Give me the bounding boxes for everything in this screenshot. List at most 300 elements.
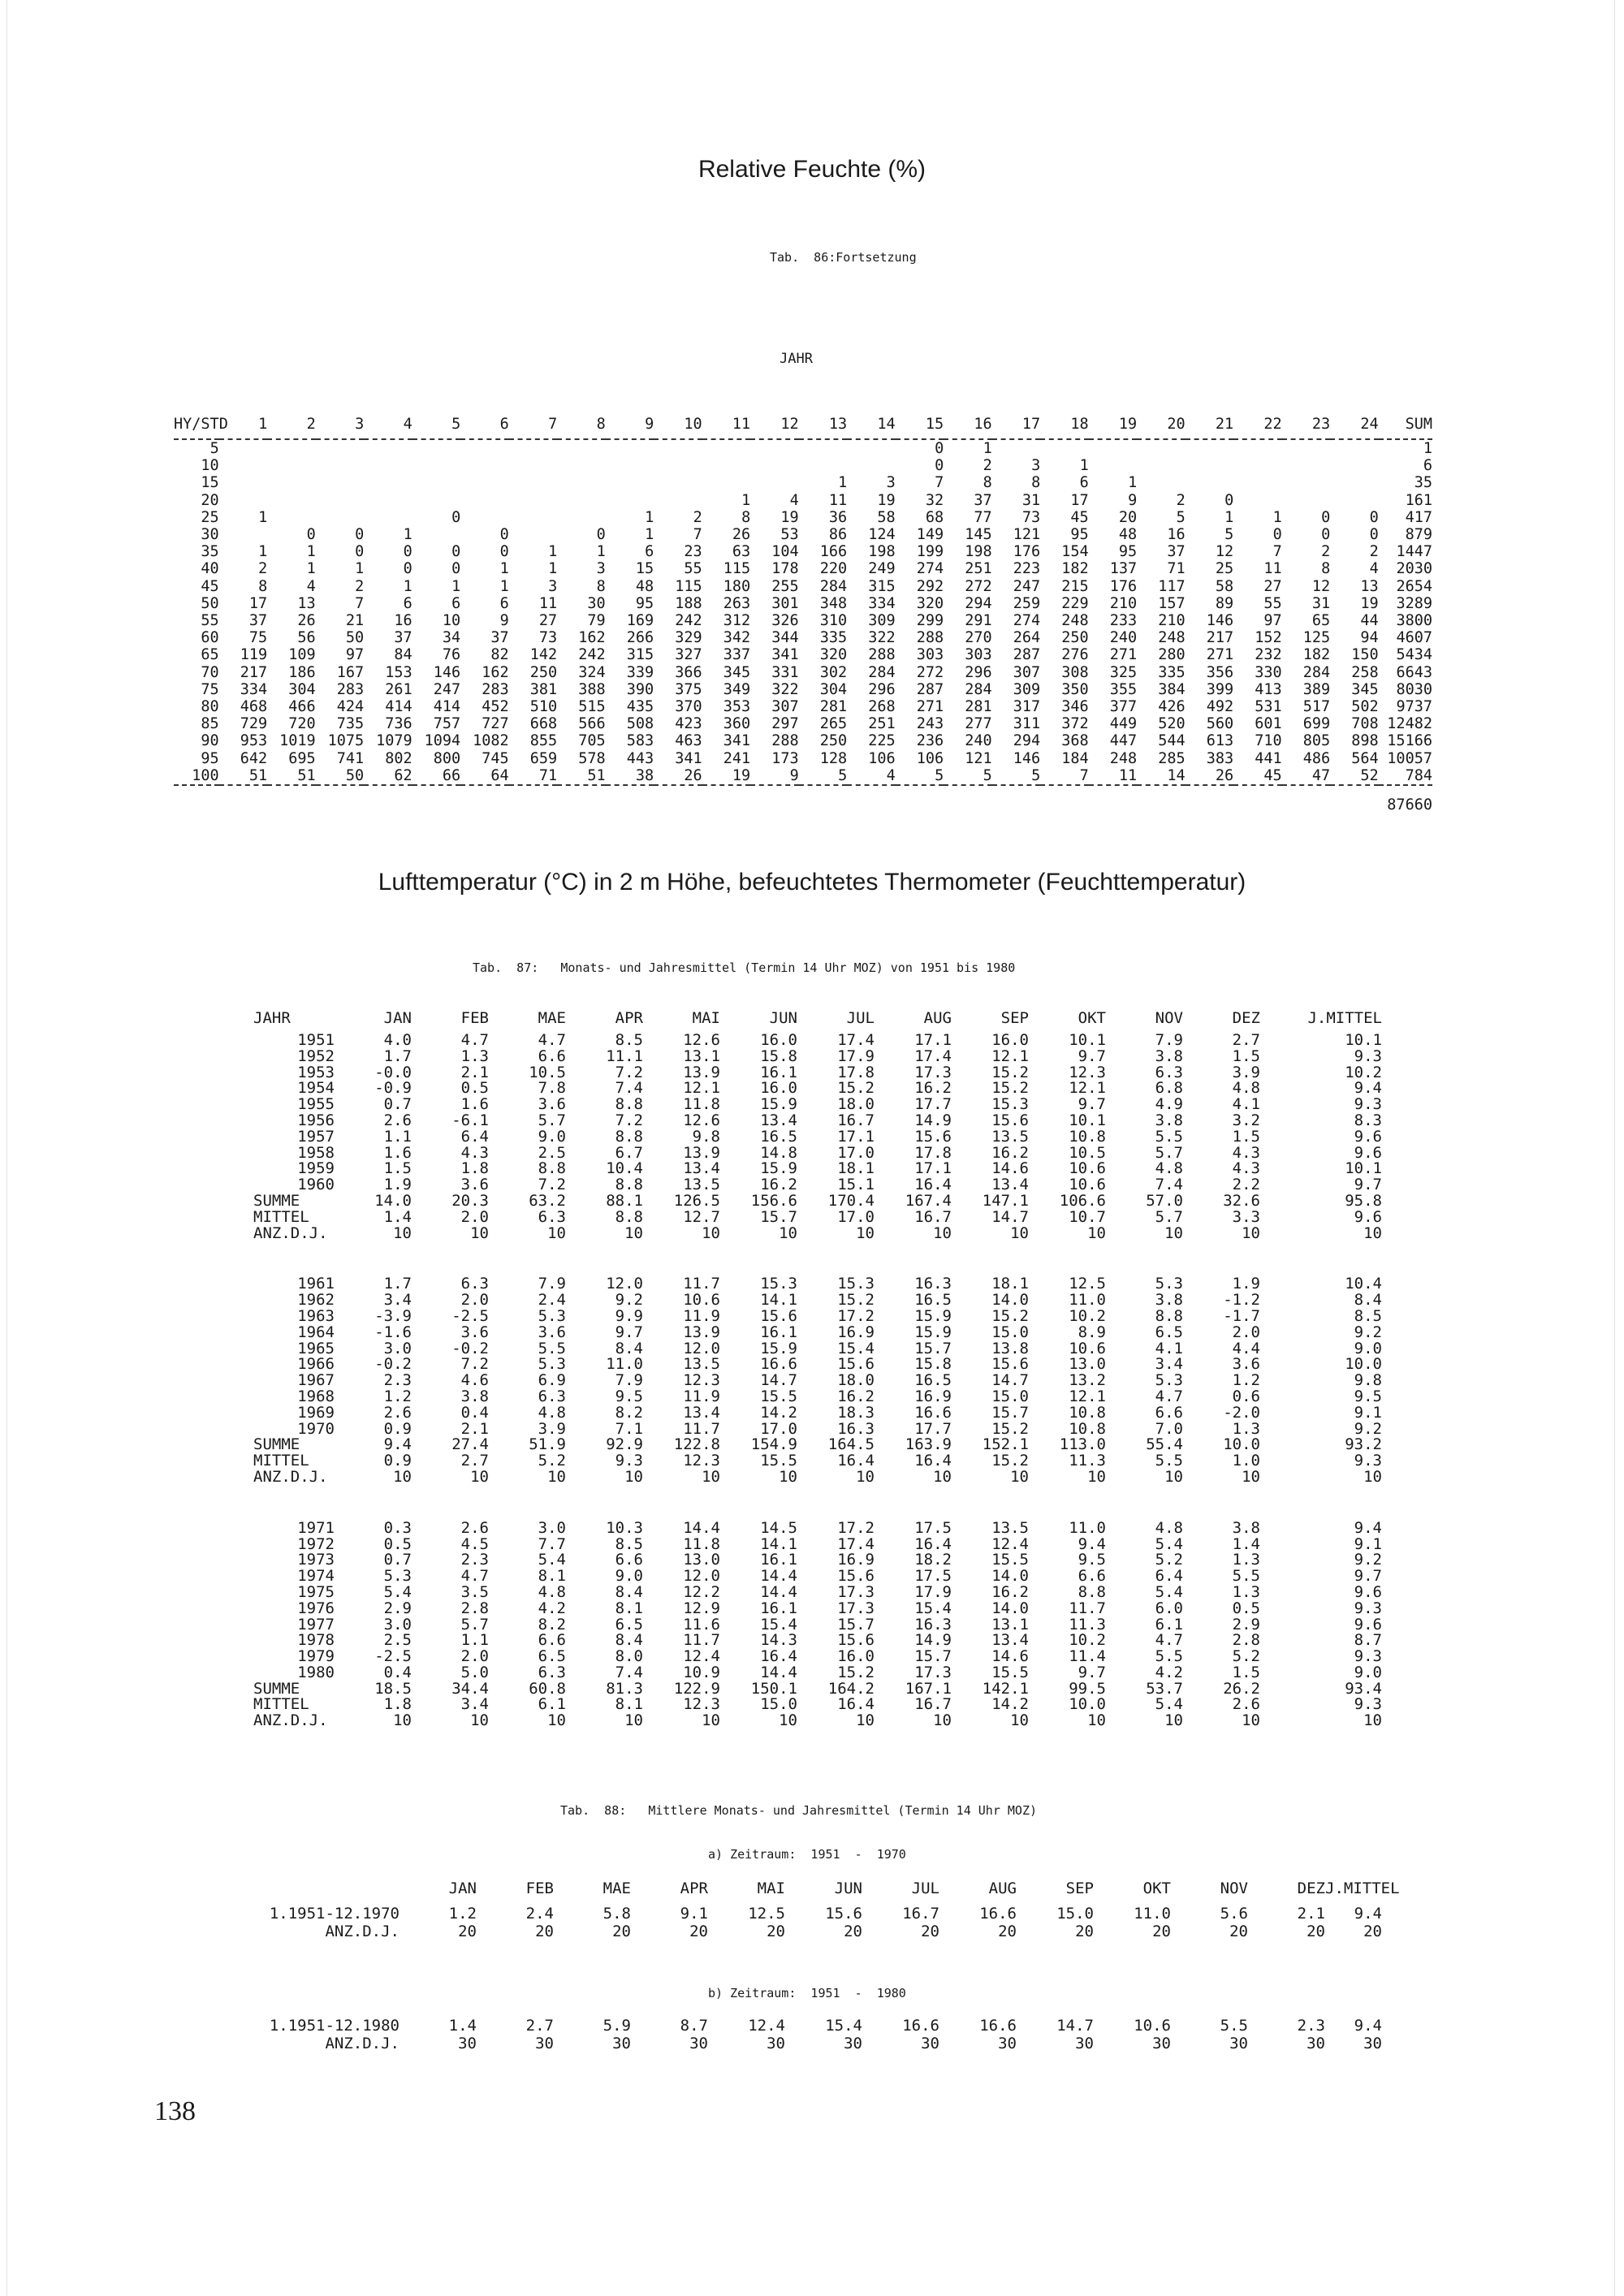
humidity-count-cell: 2 bbox=[258, 560, 268, 578]
anz-value: 10 bbox=[547, 1467, 566, 1486]
period-value: 20 bbox=[1307, 1923, 1325, 1940]
temperature-value: 5.3 bbox=[538, 1306, 566, 1325]
humidity-count-cell: 36 bbox=[828, 508, 848, 526]
humidity-row bbox=[174, 578, 1432, 595]
humidity-row bbox=[174, 474, 1432, 491]
temperature-value: 13.4 bbox=[683, 1403, 720, 1422]
humidity-row bbox=[174, 526, 1432, 543]
humidity-row bbox=[174, 492, 1432, 509]
period-col-header: FEB bbox=[525, 1880, 554, 1897]
anz-label: ANZ.D.J. bbox=[253, 1711, 328, 1730]
humidity-count-cell: 6 bbox=[1079, 474, 1089, 492]
temperature-value: 4.3 bbox=[1232, 1159, 1260, 1178]
temperature-value: 4.4 bbox=[1232, 1339, 1260, 1357]
humidity-count-cell: 1 bbox=[741, 491, 751, 509]
temperature-value: 10.6 bbox=[683, 1291, 720, 1310]
humidity-col-header: 22 bbox=[1263, 416, 1282, 433]
humidity-count-cell: 1082 bbox=[473, 732, 509, 750]
humidity-count-cell bbox=[1137, 457, 1186, 474]
humidity-row bbox=[174, 715, 1432, 732]
temperature-value: -0.2 bbox=[451, 1339, 489, 1357]
temperature-value: 16.3 bbox=[914, 1615, 952, 1634]
humidity-count-cell: 79 bbox=[587, 612, 606, 630]
humidity-count-cell: 263 bbox=[723, 594, 751, 612]
temperature-value: 7.2 bbox=[538, 1176, 566, 1194]
temperature-col-header: APR bbox=[615, 1009, 643, 1027]
temperature-mittel-row bbox=[253, 1453, 1382, 1470]
humidity-count-cell: 3 bbox=[596, 560, 606, 578]
humidity-count-cell: 274 bbox=[916, 560, 944, 578]
period-value: 1.2 bbox=[448, 1905, 477, 1923]
temperature-value: 11.7 bbox=[1069, 1599, 1106, 1617]
humidity-count-cell: 449 bbox=[1109, 715, 1138, 733]
humidity-count-cell: 109 bbox=[288, 646, 316, 664]
temperature-value: 12.1 bbox=[683, 1079, 720, 1098]
temperature-value: 14.0 bbox=[991, 1567, 1029, 1586]
humidity-count-cell: 2 bbox=[355, 577, 365, 595]
summe-value: 164.2 bbox=[827, 1679, 875, 1698]
humidity-count-cell: 426 bbox=[1158, 698, 1186, 716]
temperature-value: 17.7 bbox=[914, 1419, 952, 1438]
humidity-count-cell: 1 bbox=[1423, 440, 1432, 457]
temperature-value: 1.7 bbox=[383, 1047, 412, 1065]
temperature-value: 13.5 bbox=[991, 1518, 1029, 1537]
humidity-count-cell: 277 bbox=[965, 715, 992, 733]
humidity-count-cell: 73 bbox=[1021, 508, 1041, 526]
summe-value: 60.8 bbox=[529, 1679, 566, 1698]
humidity-count-cell: 21 bbox=[345, 612, 365, 630]
humidity-count-cell: 128 bbox=[819, 749, 848, 767]
temperature-value: 3.2 bbox=[1232, 1111, 1260, 1129]
period-value: 20 bbox=[1075, 1923, 1094, 1940]
temperature-value: 3.4 bbox=[1155, 1355, 1183, 1374]
humidity-count-cell: 119 bbox=[240, 646, 268, 664]
humidity-count-cell: 1075 bbox=[327, 732, 365, 750]
temperature-value: 15.7 bbox=[914, 1647, 952, 1666]
temperature-value: 15.0 bbox=[991, 1323, 1029, 1341]
temperature-value: 18.0 bbox=[837, 1371, 875, 1390]
summe-value: 106.6 bbox=[1059, 1191, 1106, 1210]
humidity-count-cell: 106 bbox=[868, 749, 896, 767]
temperature-value: 15.9 bbox=[760, 1339, 797, 1357]
year-label: 1957 bbox=[297, 1127, 335, 1146]
humidity-count-cell bbox=[1330, 457, 1379, 474]
humidity-count-cell: 233 bbox=[1109, 612, 1138, 630]
temperature-value: 9.3 bbox=[1354, 1599, 1382, 1617]
temperature-mittel-row bbox=[253, 1210, 1382, 1226]
temperature-value: 2.1 bbox=[460, 1063, 489, 1081]
humidity-count-cell: 281 bbox=[965, 698, 992, 716]
summe-value: 57.0 bbox=[1146, 1191, 1183, 1210]
period-value: 20 bbox=[921, 1923, 939, 1940]
temperature-value: 15.2 bbox=[837, 1663, 875, 1681]
year-label: 1974 bbox=[297, 1567, 335, 1586]
temperature-value: 12.1 bbox=[1069, 1079, 1106, 1098]
humidity-count-cell: 31 bbox=[1021, 491, 1041, 509]
temperature-value: 6.3 bbox=[538, 1663, 566, 1681]
temperature-value: 3.6 bbox=[538, 1095, 566, 1114]
temperature-value: 4.3 bbox=[1232, 1143, 1260, 1162]
humidity-count-cell bbox=[1282, 492, 1331, 509]
temperature-value: 15.6 bbox=[837, 1567, 875, 1586]
humidity-row bbox=[174, 767, 1432, 785]
humidity-count-cell bbox=[267, 457, 316, 474]
temperature-value: 10.1 bbox=[1345, 1031, 1382, 1049]
humidity-count-cell: 310 bbox=[819, 612, 848, 630]
humidity-count-cell bbox=[1186, 439, 1234, 457]
temperature-value: 5.5 bbox=[538, 1339, 566, 1357]
humidity-count-cell: 47 bbox=[1311, 766, 1331, 784]
summe-value: 92.9 bbox=[606, 1435, 643, 1454]
humidity-class-label: 45 bbox=[201, 577, 219, 595]
temperature-value: 7.7 bbox=[538, 1534, 566, 1553]
temperature-year-row bbox=[253, 1585, 1382, 1601]
temperature-value: 6.6 bbox=[538, 1047, 566, 1065]
anz-value: 10 bbox=[702, 1711, 720, 1730]
temperature-value: 15.6 bbox=[991, 1111, 1029, 1129]
anz-value: 10 bbox=[1010, 1224, 1029, 1242]
period-col-header: JAN bbox=[448, 1880, 477, 1897]
humidity-count-cell: 0 bbox=[935, 440, 944, 457]
humidity-count-cell: 280 bbox=[1158, 646, 1186, 664]
humidity-count-cell: 301 bbox=[771, 594, 799, 612]
humidity-count-cell bbox=[509, 492, 558, 509]
humidity-count-cell bbox=[412, 457, 461, 474]
humidity-count-cell: 274 bbox=[1013, 612, 1041, 630]
humidity-count-cell: 86 bbox=[828, 526, 848, 544]
temperature-value: 1.5 bbox=[1232, 1663, 1260, 1681]
period-value: 12.5 bbox=[748, 1905, 785, 1923]
humidity-count-cell: 337 bbox=[723, 646, 751, 664]
temperature-value: 8.4 bbox=[1354, 1291, 1382, 1310]
period-value: 30 bbox=[998, 2035, 1017, 2052]
mittel-value: 17.0 bbox=[837, 1207, 875, 1226]
humidity-table-header bbox=[174, 411, 1432, 439]
humidity-count-cell: 157 bbox=[1158, 594, 1186, 612]
humidity-count-cell: 294 bbox=[965, 594, 992, 612]
humidity-count-cell bbox=[1137, 439, 1186, 457]
humidity-count-cell bbox=[316, 439, 365, 457]
temperature-year-row bbox=[253, 1276, 1382, 1293]
humidity-count-cell: 0 bbox=[1224, 491, 1234, 509]
period-a-header bbox=[237, 1872, 1382, 1905]
temperature-year-row bbox=[253, 1601, 1382, 1617]
temperature-value: 18.3 bbox=[837, 1403, 875, 1422]
temperature-value: 12.0 bbox=[683, 1339, 720, 1357]
summe-value: 81.3 bbox=[606, 1679, 643, 1698]
humidity-count-cell: 125 bbox=[1302, 629, 1331, 647]
temperature-value: 10.6 bbox=[1069, 1159, 1106, 1178]
humidity-count-cell: 249 bbox=[868, 560, 896, 578]
year-label: 1979 bbox=[297, 1647, 335, 1666]
humidity-count-cell: 58 bbox=[877, 508, 896, 526]
mittel-value: 5.7 bbox=[1155, 1207, 1183, 1226]
humidity-count-cell: 146 bbox=[1206, 612, 1234, 630]
temperature-value: 3.6 bbox=[460, 1176, 489, 1194]
temperature-value: 7.8 bbox=[538, 1079, 566, 1098]
temperature-value: 5.4 bbox=[383, 1582, 412, 1601]
temperature-value: 15.7 bbox=[991, 1403, 1029, 1422]
temperature-value: 15.3 bbox=[837, 1275, 875, 1293]
summe-label: SUMME bbox=[253, 1435, 300, 1454]
temperature-value: 3.8 bbox=[1155, 1291, 1183, 1310]
humidity-count-cell: 276 bbox=[1061, 646, 1089, 664]
anz-value: 10 bbox=[1010, 1711, 1029, 1730]
temperature-year-row bbox=[253, 1113, 1382, 1129]
temperature-value: 5.0 bbox=[460, 1663, 489, 1681]
humidity-count-cell: 953 bbox=[240, 732, 268, 750]
temperature-value: 6.1 bbox=[1155, 1615, 1183, 1634]
temperature-value: 16.1 bbox=[760, 1063, 797, 1081]
humidity-count-cell: 492 bbox=[1206, 698, 1234, 716]
temperature-value: -1.7 bbox=[1223, 1306, 1260, 1325]
anz-value: 10 bbox=[1164, 1467, 1183, 1486]
temperature-value: 6.8 bbox=[1155, 1079, 1183, 1098]
temperature-value: 11.7 bbox=[683, 1419, 720, 1438]
humidity-count-cell bbox=[364, 457, 412, 474]
year-label: 1977 bbox=[297, 1615, 335, 1634]
humidity-count-cell: 326 bbox=[771, 612, 799, 630]
temperature-value: 8.4 bbox=[615, 1631, 643, 1650]
humidity-count-cell: 3 bbox=[886, 474, 896, 492]
humidity-col-header: 20 bbox=[1167, 416, 1186, 433]
temperature-year-row bbox=[253, 1065, 1382, 1081]
temperature-value: 7.4 bbox=[1155, 1176, 1183, 1194]
humidity-count-cell: 71 bbox=[1167, 560, 1186, 578]
humidity-count-cell: 435 bbox=[626, 698, 654, 716]
temperature-value: 9.3 bbox=[1354, 1095, 1382, 1114]
humidity-count-cell: 307 bbox=[1013, 663, 1041, 681]
humidity-count-cell: 4 bbox=[306, 577, 316, 595]
humidity-count-cell: 25 bbox=[1215, 560, 1234, 578]
year-label: 1965 bbox=[297, 1339, 335, 1357]
temperature-year-row bbox=[253, 1129, 1382, 1146]
temperature-value: 6.6 bbox=[615, 1551, 643, 1569]
period-value: 30 bbox=[535, 2035, 554, 2052]
humidity-count-cell: 383 bbox=[1206, 749, 1234, 767]
temperature-value: 10.2 bbox=[1069, 1306, 1106, 1325]
humidity-count-cell: 299 bbox=[916, 612, 944, 630]
period-value: 30 bbox=[921, 2035, 939, 2052]
temperature-value: 8.5 bbox=[615, 1031, 643, 1049]
humidity-count-cell bbox=[1330, 439, 1379, 457]
period-col-header: MAE bbox=[603, 1880, 631, 1897]
table87-caption: Tab. 87: Monats- und Jahresmittel (Termin 14 Uhr MOZ) von 1951 bis 1980 bbox=[473, 960, 1016, 975]
humidity-count-cell: 210 bbox=[1158, 612, 1186, 630]
humidity-class-label: 10 bbox=[201, 457, 219, 475]
humidity-count-cell bbox=[460, 509, 509, 526]
mittel-value: 6.1 bbox=[538, 1695, 566, 1714]
period-value: 16.7 bbox=[902, 1905, 939, 1923]
humidity-count-cell: 287 bbox=[916, 680, 944, 698]
humidity-count-cell bbox=[219, 474, 268, 491]
temperature-value: 9.2 bbox=[1354, 1551, 1382, 1569]
temperature-year-row bbox=[253, 1405, 1382, 1422]
temperature-value: 8.1 bbox=[615, 1599, 643, 1617]
humidity-count-cell: 2 bbox=[1369, 543, 1379, 561]
temperature-year-row bbox=[253, 1537, 1382, 1553]
humidity-count-cell: 66 bbox=[442, 766, 461, 784]
anz-value: 10 bbox=[933, 1224, 952, 1242]
anz-value: 10 bbox=[1242, 1711, 1260, 1730]
summe-value: 18.5 bbox=[374, 1679, 412, 1698]
summe-label: SUMME bbox=[253, 1191, 300, 1210]
period-value: 16.6 bbox=[979, 2017, 1017, 2035]
humidity-col-header: 11 bbox=[732, 416, 751, 433]
humidity-count-cell: 327 bbox=[675, 646, 702, 664]
temperature-value: 8.8 bbox=[615, 1127, 643, 1146]
temperature-value: 9.8 bbox=[692, 1127, 720, 1146]
humidity-count-cell: 348 bbox=[819, 594, 848, 612]
period-value: 20 bbox=[998, 1923, 1017, 1940]
humidity-count-cell: 37 bbox=[248, 612, 268, 630]
temperature-value: 16.6 bbox=[914, 1403, 952, 1422]
humidity-count-cell: 341 bbox=[675, 749, 702, 767]
humidity-count-cell: 51 bbox=[297, 766, 316, 784]
humidity-count-cell: 8 bbox=[983, 474, 992, 492]
humidity-count-cell: 220 bbox=[819, 560, 848, 578]
humidity-count-cell: 344 bbox=[771, 629, 799, 647]
humidity-count-cell bbox=[847, 457, 896, 474]
period-b-table bbox=[237, 2017, 1382, 2052]
humidity-count-cell: 75 bbox=[248, 629, 268, 647]
period-value: 5.8 bbox=[603, 1905, 631, 1923]
anz-value: 10 bbox=[1010, 1467, 1029, 1486]
humidity-count-cell: 26 bbox=[684, 766, 702, 784]
temperature-value: -2.5 bbox=[451, 1306, 489, 1325]
temperature-summe-row bbox=[253, 1681, 1382, 1698]
humidity-count-cell: 1 bbox=[838, 474, 848, 492]
humidity-count-cell: 63 bbox=[732, 543, 751, 561]
humidity-count-cell: 13 bbox=[297, 594, 316, 612]
humidity-count-cell: 320 bbox=[916, 594, 944, 612]
temperature-value: 13.4 bbox=[991, 1631, 1029, 1650]
mittel-value: 16.4 bbox=[837, 1452, 875, 1470]
temperature-value: 11.9 bbox=[683, 1306, 720, 1325]
temperature-value: 7.0 bbox=[1155, 1419, 1183, 1438]
temperature-value: 4.7 bbox=[1155, 1387, 1183, 1405]
temperature-value: 10.8 bbox=[1069, 1403, 1106, 1422]
period-value: 15.6 bbox=[825, 1905, 862, 1923]
humidity-row bbox=[174, 509, 1432, 526]
summe-value: 167.4 bbox=[905, 1191, 952, 1210]
temperature-col-header: OKT bbox=[1078, 1009, 1106, 1027]
humidity-col-header: 12 bbox=[780, 416, 799, 433]
humidity-count-cell: 388 bbox=[578, 680, 606, 698]
humidity-count-cell bbox=[1282, 457, 1331, 474]
temperature-value: 5.7 bbox=[460, 1615, 489, 1634]
period-value: 20 bbox=[1152, 1923, 1171, 1940]
temperature-anz-row bbox=[253, 1470, 1382, 1486]
humidity-count-cell: 2 bbox=[1321, 543, 1331, 561]
period-value: 20 bbox=[1229, 1923, 1248, 1940]
summe-value: 113.0 bbox=[1059, 1435, 1106, 1454]
anz-value: 10 bbox=[779, 1711, 797, 1730]
summe-value: 32.6 bbox=[1223, 1191, 1260, 1210]
temperature-value: 15.1 bbox=[837, 1176, 875, 1194]
humidity-count-cell: 659 bbox=[529, 749, 558, 767]
temperature-value: 15.6 bbox=[760, 1306, 797, 1325]
humidity-col-header: 7 bbox=[548, 416, 558, 433]
temperature-value: 17.9 bbox=[914, 1582, 952, 1601]
humidity-count-cell: 73 bbox=[538, 629, 558, 647]
humidity-count-cell: 735 bbox=[336, 715, 365, 733]
anz-value: 10 bbox=[1242, 1224, 1260, 1242]
humidity-count-cell: 727 bbox=[482, 715, 509, 733]
humidity-count-cell: 115 bbox=[723, 560, 751, 578]
period-value: 20 bbox=[535, 1923, 554, 1940]
humidity-count-cell: 38 bbox=[635, 766, 654, 784]
temperature-value: 9.1 bbox=[1354, 1534, 1382, 1553]
summe-value: 154.9 bbox=[750, 1435, 797, 1454]
period-b-label: b) Zeitraum: 1951 - 1980 bbox=[708, 1986, 906, 2000]
anz-value: 10 bbox=[779, 1224, 797, 1242]
humidity-count-cell: 271 bbox=[1109, 646, 1138, 664]
humidity-count-cell: 51 bbox=[248, 766, 268, 784]
anz-value: 10 bbox=[1087, 1711, 1106, 1730]
temperature-value: 15.6 bbox=[991, 1355, 1029, 1374]
summe-value: 9.4 bbox=[383, 1435, 412, 1454]
temperature-value: -2.0 bbox=[1223, 1403, 1260, 1422]
humidity-count-cell: 4607 bbox=[1396, 629, 1432, 647]
temperature-value: 10.6 bbox=[1069, 1339, 1106, 1357]
humidity-col-header: 16 bbox=[974, 416, 992, 433]
humidity-count-cell bbox=[316, 457, 365, 474]
anz-value: 10 bbox=[1164, 1711, 1183, 1730]
humidity-count-cell: 303 bbox=[916, 646, 944, 664]
humidity-count-cell: 284 bbox=[819, 577, 848, 595]
humidity-count-cell: 176 bbox=[1013, 543, 1041, 561]
year-label: 1972 bbox=[297, 1534, 335, 1553]
humidity-count-cell: 1 bbox=[1224, 508, 1234, 526]
temperature-value: 1.1 bbox=[383, 1127, 412, 1146]
humidity-count-cell: 5 bbox=[838, 766, 848, 784]
temperature-value: 15.2 bbox=[991, 1306, 1029, 1325]
humidity-count-cell: 37 bbox=[1167, 543, 1186, 561]
temperature-value: 9.7 bbox=[1078, 1095, 1106, 1114]
temperature-value: 3.8 bbox=[1232, 1518, 1260, 1537]
temperature-year-row bbox=[253, 1081, 1382, 1097]
humidity-col-header: 2 bbox=[306, 416, 316, 433]
temperature-value: 1.8 bbox=[460, 1159, 489, 1178]
mittel-label: MITTEL bbox=[253, 1452, 309, 1470]
temperature-value: 13.5 bbox=[683, 1176, 720, 1194]
humidity-count-cell: 1 bbox=[645, 526, 654, 544]
anz-value: 10 bbox=[1363, 1224, 1382, 1242]
humidity-count-cell: 309 bbox=[868, 612, 896, 630]
humidity-count-cell: 68 bbox=[925, 508, 944, 526]
summe-value: 20.3 bbox=[451, 1191, 489, 1210]
anz-value: 10 bbox=[624, 1711, 643, 1730]
humidity-count-cell: 699 bbox=[1302, 715, 1331, 733]
period-row-label: 1.1951-12.1970 bbox=[269, 1905, 400, 1923]
humidity-count-cell bbox=[1330, 492, 1379, 509]
humidity-count-cell: 265 bbox=[819, 715, 848, 733]
humidity-class-label: 100 bbox=[192, 766, 219, 784]
temperature-value: 15.3 bbox=[760, 1275, 797, 1293]
temperature-value: 10.8 bbox=[1069, 1419, 1106, 1438]
humidity-col-header: 13 bbox=[828, 416, 848, 433]
temperature-year-row bbox=[253, 1325, 1382, 1341]
temperature-value: 2.9 bbox=[1232, 1615, 1260, 1634]
humidity-count-cell: 2 bbox=[983, 457, 992, 475]
temperature-value: 13.5 bbox=[991, 1127, 1029, 1146]
humidity-count-cell: 339 bbox=[626, 663, 654, 681]
temperature-value: 15.7 bbox=[914, 1339, 952, 1357]
temperature-year-row bbox=[253, 1569, 1382, 1585]
temperature-value: 4.7 bbox=[538, 1031, 566, 1049]
humidity-col-header: 24 bbox=[1360, 416, 1379, 433]
